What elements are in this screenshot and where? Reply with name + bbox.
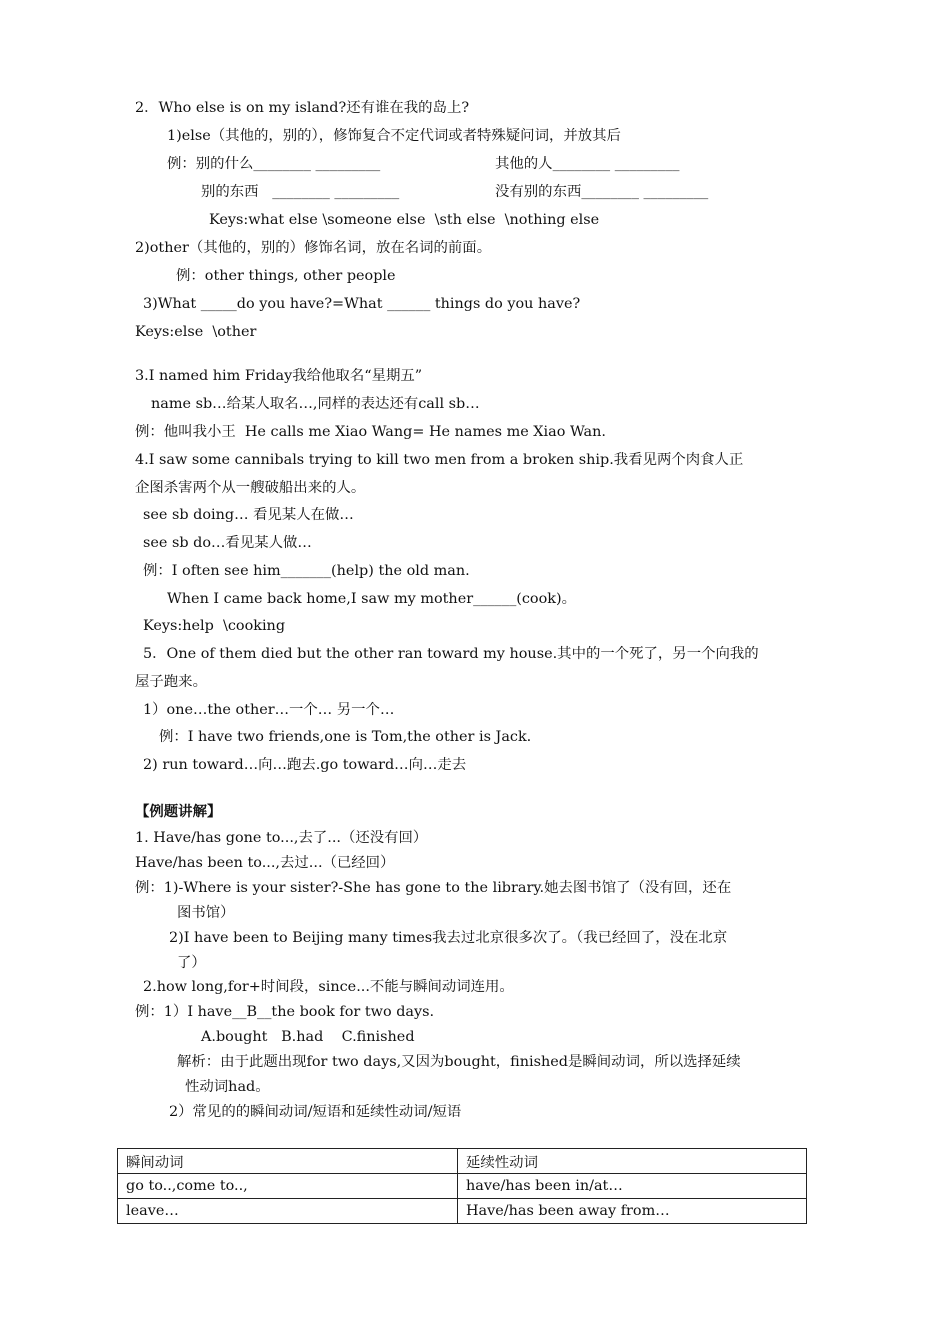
one-the-other-note: 1）one…the other…一个… 另一个… [143, 702, 395, 718]
section-heading-examples: 【例题讲解】 [135, 804, 222, 820]
table-header-continuous-verbs: 延续性动词 [458, 1149, 807, 1174]
point-4-heading-cont: 企图杀害两个从一艘破船出来的人。 [135, 480, 366, 496]
point-5-heading: 5．One of them died but the other ran toward my house.其中的一个死了，另一个向我的 [143, 646, 759, 662]
example-other: 例：other things, other people [176, 268, 396, 284]
example-nothing-else: 没有别的东西________ _________ [495, 184, 709, 200]
table-cell: have/has been in/at… [458, 1174, 807, 1199]
exercise-else-other: 3)What _____do you have?=What ______ things do you have? [143, 296, 581, 312]
keys-help-cooking: Keys:help \cooking [143, 618, 286, 634]
exercise-have-had: 例：1）I have__B__the book for two days. [135, 1004, 435, 1020]
name-sb-note: name sb…给某人取名…,同样的表达还有call sb… [151, 396, 480, 412]
verb-comparison-table [117, 1148, 807, 1224]
table-cell: leave… [118, 1199, 458, 1224]
point-5-heading-cont: 屋子跑来。 [135, 674, 207, 690]
point-2-heading: 2．Who else is on my island?还有谁在我的岛上? [135, 100, 470, 116]
table-row [118, 1199, 807, 1224]
explanation-line-cont: 性动词had。 [185, 1079, 270, 1095]
run-toward-note: 2) run toward…向…跑去.go toward…向…走去 [143, 757, 467, 773]
how-long-note: 2.how long,for+时间段，since...不能与瞬间动词连用。 [143, 979, 514, 995]
table-row [118, 1174, 807, 1199]
point-3-heading: 3.I named him Friday我给他取名“星期五” [135, 368, 423, 384]
exercise-saw-cook: When I came back home,I saw my mother______(cook)。 [167, 591, 576, 607]
example-something-else: 别的东西 ________ _________ [201, 184, 400, 200]
example-name-sb: 例：他叫我小王 He calls me Xiao Wang= He names me Xiao Wan. [135, 424, 606, 440]
see-sb-do-note: see sb do…看见某人做… [143, 535, 312, 551]
example-one-the-other: 例：I have two friends,one is Tom,the other is Jack. [159, 729, 532, 745]
other-usage-note: 2)other（其他的，别的）修饰名词，放在名词的前面。 [135, 240, 492, 256]
example-been-to-cont: 了） [177, 955, 206, 971]
see-sb-doing-note: see sb doing… 看见某人在做… [143, 507, 354, 523]
else-usage-note: 1)else（其他的，别的），修饰复合不定代词或者特殊疑问词，并放其后 [167, 128, 621, 144]
explanation-line: 解析：由于此题出现for two days,又因为bought，finished是瞬间动词，所以选择延续 [177, 1054, 741, 1070]
have-been-to-note: Have/has been to...,去过...（已经回） [135, 855, 395, 871]
keys-else-other: Keys:else \other [135, 324, 257, 340]
exercise-see-help: 例：I often see him_______(help) the old man. [143, 563, 470, 579]
example-someone-else: 其他的人________ _________ [495, 156, 680, 172]
example-been-to: 2)I have been to Beijing many times我去过北京很多次了。（我已经回了，没在北京 [169, 930, 728, 946]
example-gone-to-cont: 图书馆） [177, 905, 235, 921]
example-what-else: 例：别的什么________ _________ [167, 156, 381, 172]
keys-else: Keys:what else \someone else \sth else \nothing else [209, 212, 600, 228]
verb-list-intro: 2）常见的的瞬间动词/短语和延续性动词/短语 [169, 1104, 462, 1120]
table-cell: go to..,come to.., [118, 1174, 458, 1199]
exercise-options: A.bought B.had C.finished [201, 1029, 415, 1045]
point-4-heading: 4.I saw some cannibals trying to kill two men from a broken ship.我看见两个肉食人正 [135, 452, 744, 468]
example-gone-to: 例：1)-Where is your sister?-She has gone to the library.她去图书馆了（没有回，还在 [135, 880, 732, 896]
table-cell: Have/has been away from… [458, 1199, 807, 1224]
have-gone-to-note: 1. Have/has gone to...,去了...（还没有回） [135, 830, 428, 846]
table-header-instant-verbs: 瞬间动词 [118, 1149, 458, 1174]
table-header-row [118, 1149, 807, 1174]
